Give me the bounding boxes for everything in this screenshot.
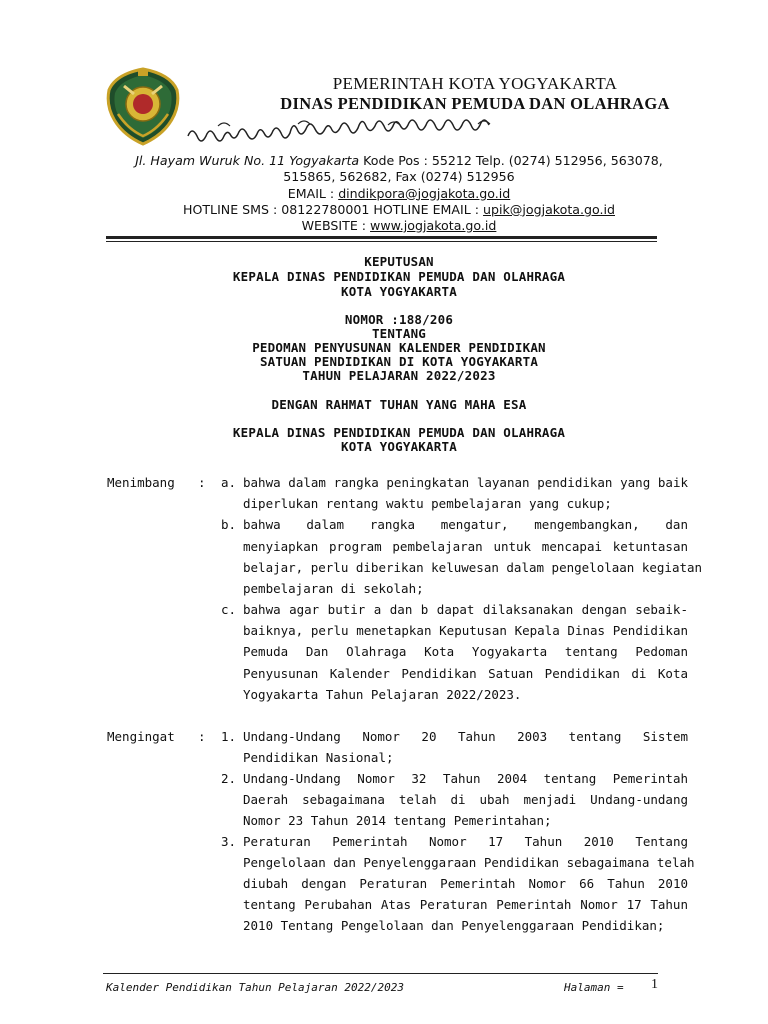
javanese-script-ornament-icon bbox=[178, 118, 558, 148]
email-link[interactable]: dindikpora@jogjakota.go.id bbox=[338, 185, 511, 201]
hotline-label: HOTLINE SMS : 08122780001 HOTLINE EMAIL : bbox=[182, 201, 484, 217]
item-c-marker: c. bbox=[221, 602, 237, 617]
item-3-line: Pengelolaan dan Penyelenggaraan Pendidikan sebagaimana telah bbox=[243, 855, 695, 870]
website-line bbox=[100, 218, 698, 234]
subject-line-1: PEDOMAN PENYUSUNAN KALENDER PENDIDIKAN bbox=[252, 340, 546, 355]
item-c-line: Yogyakarta Tahun Pelajaran 2022/2023. bbox=[243, 687, 522, 702]
about-label: TENTANG bbox=[371, 326, 427, 341]
item-1-line: Pendidikan Nasional; bbox=[243, 750, 394, 765]
item-2-line: Nomor 23 Tahun 2014 tentang Pemerintahan; bbox=[243, 813, 552, 828]
phones-fax-line: 515865, 562682, Fax (0274) 512956 bbox=[283, 169, 515, 185]
item-c-line: Penyusunan Kalender Pendidikan Satuan Pendidikan di Kota bbox=[243, 666, 688, 681]
yogyakarta-coat-of-arms-icon bbox=[104, 66, 182, 146]
item-2-marker: 2. bbox=[221, 771, 237, 786]
item-b-line: menyiapkan program pembelajaran untuk mencapai ketuntasan bbox=[243, 539, 688, 554]
decree-number: NOMOR :188/206 bbox=[344, 312, 454, 327]
footer-rule bbox=[103, 973, 658, 974]
menimbang-label: Menimbang bbox=[107, 475, 175, 490]
item-3-line: tentang Perubahan Atas Peraturan Pemerintah Nomor 17 Tahun bbox=[243, 897, 688, 912]
item-c-line: Pemuda Dan Olahraga Kota Yogyakarta tentang Pedoman bbox=[243, 644, 688, 659]
item-b-line: bahwa dalam rangka mengatur, mengembangkan, dan bbox=[243, 517, 688, 532]
issuer: KEPALA DINAS PENDIDIKAN PEMUDA DAN OLAHRAGA bbox=[232, 269, 566, 284]
footer-title: Kalender Pendidikan Tahun Pelajaran 2022/2023 bbox=[106, 981, 405, 994]
item-a-line: diperlukan rentang waktu pembelajaran yang cukup; bbox=[243, 496, 612, 511]
mengingat-label: Mengingat bbox=[107, 729, 175, 744]
street-address: Jl. Hayam Wuruk No. 11 Yogyakarta bbox=[135, 153, 360, 168]
doc-type: KEPUTUSAN bbox=[364, 254, 434, 269]
item-b-line: belajar, perlu diberikan keluwesan dalam pengelolaan kegiatan bbox=[243, 560, 703, 575]
item-2-line: Undang-Undang Nomor 32 Tahun 2004 tentang Pemerintah bbox=[243, 771, 688, 786]
page-number: 1 bbox=[651, 977, 658, 992]
item-1-marker: 1. bbox=[221, 729, 237, 744]
email-line bbox=[100, 186, 698, 202]
item-b-line: pembelajaran di sekolah; bbox=[243, 581, 424, 596]
postal-phone: Kode Pos : 55212 Telp. (0274) 512956, 563078, bbox=[359, 153, 663, 168]
mengingat-colon: : bbox=[198, 729, 206, 744]
item-c-line: baiknya, perlu menetapkan Keputusan Kepala Dinas Pendidikan bbox=[243, 623, 688, 638]
item-2-line: Daerah sebagaimana telah di ubah menjadi Undang-undang bbox=[243, 792, 688, 807]
menimbang-colon: : bbox=[198, 475, 206, 490]
invocation: DENGAN RAHMAT TUHAN YANG MAHA ESA bbox=[271, 397, 527, 412]
item-c-line: bahwa agar butir a dan b dapat dilaksanakan dengan sebaik- bbox=[243, 602, 688, 617]
item-1-line: Undang-Undang Nomor 20 Tahun 2003 tentang Sistem bbox=[243, 729, 688, 744]
item-a-marker: a. bbox=[221, 475, 237, 490]
letterhead-government: PEMERINTAH KOTA YOGYAKARTA bbox=[332, 74, 618, 93]
item-3-line: diubah dengan Peraturan Pemerintah Nomor 66 Tahun 2010 bbox=[243, 876, 688, 891]
letterhead-contact bbox=[100, 153, 698, 234]
item-3-marker: 3. bbox=[221, 834, 237, 849]
item-3-line: 2010 Tentang Pengelolaan dan Penyelenggaraan Pendidikan; bbox=[243, 918, 665, 933]
issuer-city: KOTA YOGYAKARTA bbox=[341, 284, 457, 299]
website-link[interactable]: www.jogjakota.go.id bbox=[370, 218, 497, 234]
hotline-line bbox=[100, 202, 698, 218]
footer-page-label: Halaman = bbox=[564, 981, 624, 994]
address-line bbox=[100, 153, 698, 169]
item-b-marker: b. bbox=[221, 517, 237, 532]
item-3-line: Peraturan Pemerintah Nomor 17 Tahun 2010 Tentang bbox=[243, 834, 688, 849]
item-a-line: bahwa dalam rangka peningkatan layanan pendidikan yang baik bbox=[243, 475, 688, 490]
signatory-city: KOTA YOGYAKARTA bbox=[341, 439, 457, 454]
subject-line-3: TAHUN PELAJARAN 2022/2023 bbox=[302, 368, 496, 383]
website-label: WEBSITE : bbox=[301, 218, 371, 234]
letterhead-thin-rule bbox=[106, 241, 657, 242]
letterhead-thick-rule bbox=[106, 236, 657, 239]
signatory: KEPALA DINAS PENDIDIKAN PEMUDA DAN OLAHRAGA bbox=[232, 425, 566, 440]
email-label: EMAIL : bbox=[287, 185, 339, 201]
subject-line-2: SATUAN PENDIDIKAN DI KOTA YOGYAKARTA bbox=[259, 354, 539, 369]
letterhead-agency: DINAS PENDIDIKAN PEMUDA DAN OLAHRAGA bbox=[280, 94, 670, 113]
hotline-email-link[interactable]: upik@jogjakota.go.id bbox=[483, 201, 615, 217]
